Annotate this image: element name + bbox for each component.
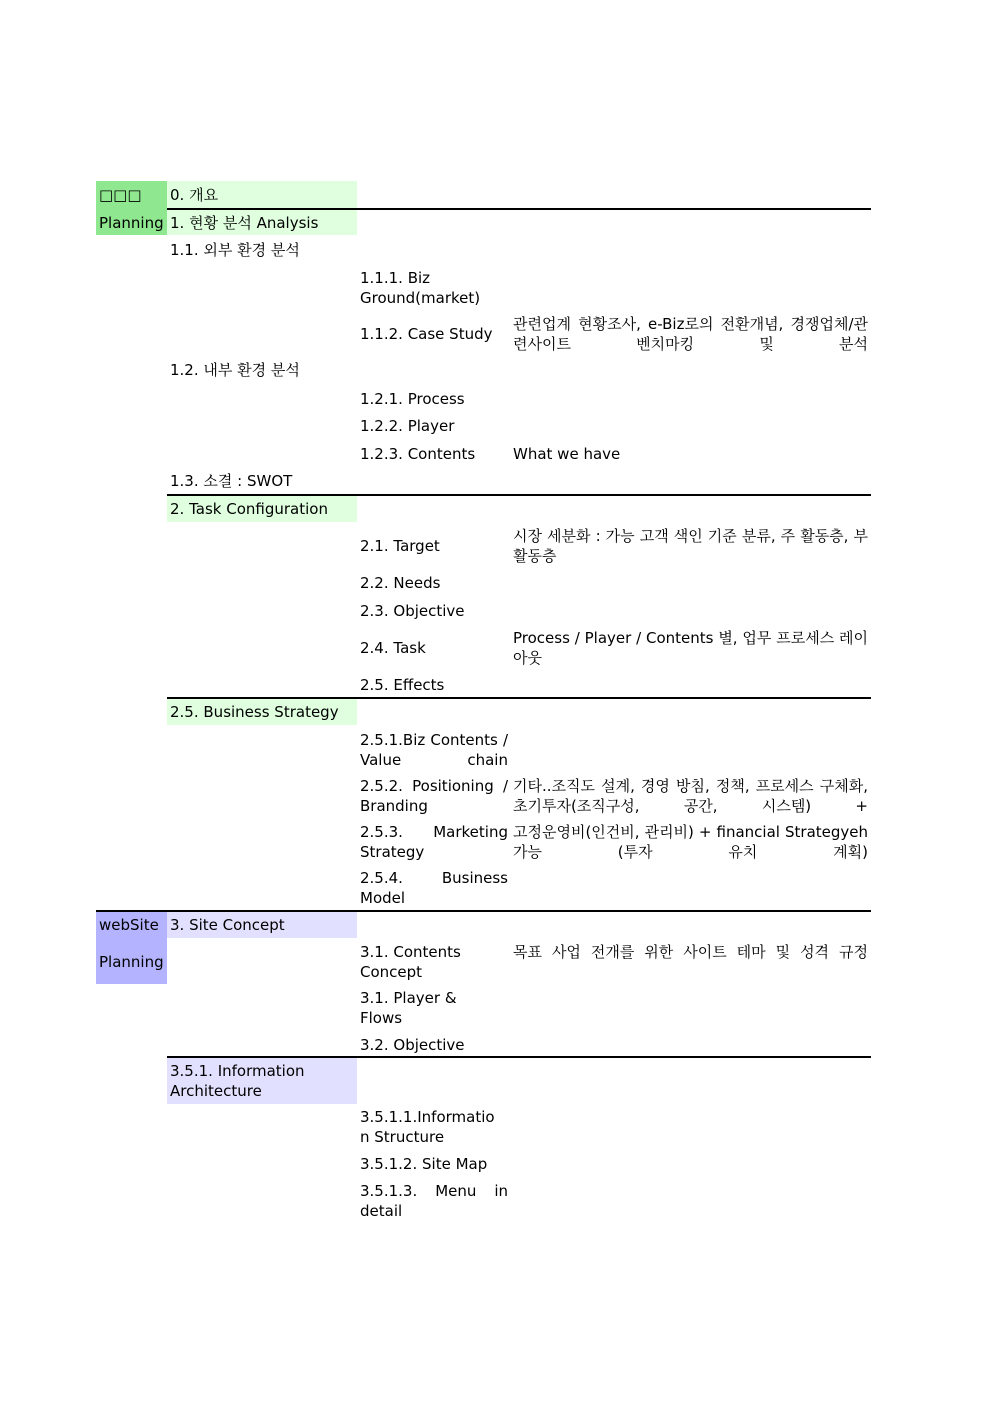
rule-1 [167, 494, 871, 496]
item-biz-ground: 1.1.1. Biz Ground(market) [360, 269, 481, 307]
heading-internal-analysis: 1.2. 내부 환경 분석 [170, 361, 300, 379]
item-marketing-strategy: 2.5.3. Marketing Strategy [360, 823, 508, 861]
planning-label: Planning [99, 214, 164, 232]
item-information-structure: 3.5.1.1.Information Structure [360, 1108, 495, 1146]
desc-positioning: 기타..조직도 설계, 경영 방침, 정책, 프로세스 구체화, 초기투자(조직구성, 공간, 시스템) + [513, 777, 868, 815]
heading-site-concept: 3. Site Concept [170, 916, 285, 934]
item-contents-concept: 3.1. Contents Concept [360, 943, 461, 981]
item-business-model: 2.5.4. Business Model [360, 869, 508, 907]
item-player: 1.2.2. Player [360, 417, 455, 435]
item-process: 1.2.1. Process [360, 390, 465, 408]
desc-contents: What we have [513, 445, 621, 463]
desc-contents-concept: 목표 사업 전개를 위한 사이트 테마 및 성격 규정 [513, 943, 868, 961]
item-player-flows: 3.1. Player & Flows [360, 989, 457, 1027]
item-case-study: 1.1.2. Case Study [360, 325, 493, 343]
item-task: 2.4. Task [360, 639, 426, 657]
heading-information-architecture: 3.5.1. Information Architecture [170, 1062, 305, 1100]
heading-swot: 1.3. 소결 : SWOT [170, 472, 293, 490]
item-biz-contents: 2.5.1.Biz Contents / Value chain [360, 731, 508, 769]
desc-case-study: 관련업계 현황조사, e-Biz로의 전환개념, 경쟁업체/관련사이트 벤치마킹 및 분석 [513, 315, 868, 353]
planning-label-top: □□□ [99, 186, 142, 204]
rule-0 [167, 208, 871, 210]
heading-overview: 0. 개요 [170, 186, 219, 204]
desc-target: 시장 세분화 : 가능 고객 색인 기준 분류, 주 활동층, 부활동층 [513, 527, 868, 565]
rule-3 [96, 910, 871, 912]
heading-business-strategy: 2.5. Business Strategy [170, 703, 339, 721]
item-effects: 2.5. Effects [360, 676, 445, 694]
desc-task: Process / Player / Contents 별, 업무 프로세스 레이아웃 [513, 629, 868, 667]
item-contents: 1.2.3. Contents [360, 445, 476, 463]
website-label-top: webSite [99, 916, 159, 934]
desc-marketing: 고정운영비(인건비, 관리비) + financial Strategyeh 가능 (투자 유치 계획) [513, 823, 868, 861]
item-site-map: 3.5.1.2. Site Map [360, 1155, 488, 1173]
item-objective: 2.3. Objective [360, 602, 465, 620]
rule-2 [167, 697, 871, 699]
rule-4 [167, 1056, 871, 1058]
heading-external-analysis: 1.1. 외부 환경 분석 [170, 241, 300, 259]
item-menu-detail: 3.5.1.3. Menu in detail [360, 1182, 508, 1220]
item-target: 2.1. Target [360, 537, 440, 555]
heading-task-configuration: 2. Task Configuration [170, 500, 328, 518]
website-label: Planning [99, 953, 164, 971]
item-site-objective: 3.2. Objective [360, 1036, 465, 1054]
item-positioning: 2.5.2. Positioning / Branding [360, 777, 508, 815]
item-needs: 2.2. Needs [360, 574, 441, 592]
heading-analysis: 1. 현황 분석 Analysis [170, 214, 319, 232]
